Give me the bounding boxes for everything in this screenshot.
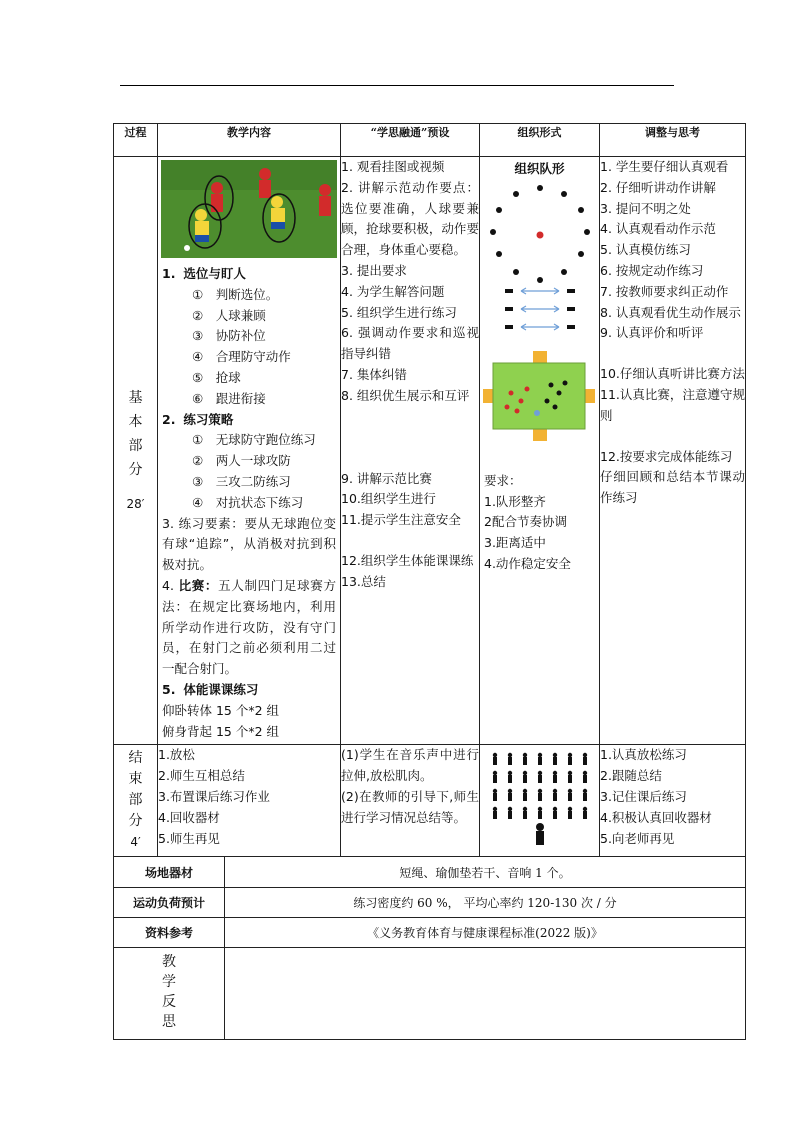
formation-title: 组织队形 [514,161,565,176]
student-figure [522,771,526,775]
basic-organization-cell [480,157,600,745]
student-figure [553,775,557,783]
list-item: 3. 提出要求 [341,262,407,278]
student-figure [552,771,556,775]
reference-row [114,918,746,948]
load-row [114,888,746,918]
four-goal-pitch-diagram [481,351,599,441]
list-item: 12.组织学生体能课课练 [341,552,474,568]
list-item: 3.布置课后练习作业 [158,788,270,804]
reflection-row [114,948,746,1040]
section-2-title: 2. 练习策略 [162,411,234,427]
reflection-label [114,948,225,1040]
stage-char: 结 [128,750,143,767]
student-figure [568,793,572,801]
equipment-row [114,857,746,888]
list-item: 9. 讲解示范比赛 [341,470,432,486]
student-figure [493,757,497,765]
student-figure [538,793,542,801]
list-item: 1.队形整齐 [484,493,546,509]
student-figure [538,811,542,819]
student-figure [523,757,527,765]
student-figure [583,757,587,765]
student-figure [568,811,572,819]
student-figure [568,775,572,783]
list-item: 1.认真放松练习 [600,747,687,763]
student-figure [523,775,527,783]
student-figure [522,789,526,793]
student-figure [583,775,587,783]
header-process: 过程 [114,124,158,157]
student-figure [537,753,541,757]
list-item: (1)学生在音乐声中进行拉伸,放松肌肉。 [341,747,479,784]
pairs-drill-diagram [481,285,599,337]
list-item: 2.跟随总结 [600,768,662,784]
section-3-text: 3. 练习要素：要从无球跑位变有球“追踪”，从消极对抗到积极对抗。 [162,515,336,573]
spacer [600,344,745,364]
student-figure [553,757,557,765]
student-figure [492,807,496,811]
stage-char: 基 [128,389,143,406]
list-item: 3.记住课后练习 [600,788,687,804]
ending-stage-label [114,745,158,857]
list-item: 4.回收器材 [158,809,220,825]
list-item: 2.师生互相总结 [158,768,245,784]
list-item: ④ 对抗状态下练习 [192,494,304,510]
list-item: 11.提示学生注意安全 [341,512,461,528]
list-item: 2. 讲解示范动作要点：选位要准确，人球要兼顾，抢球要积极，动作要合理，身体重心要稳。 [341,179,479,258]
ending-time: 4′ [130,835,141,850]
basic-time: 28′ [126,496,145,511]
stage-char: 分 [128,813,143,830]
row-formation-diagram [481,749,599,849]
stage-char: 部 [128,792,143,809]
student-figure [537,789,541,793]
ending-content-cell [158,745,341,857]
student-figure [507,753,511,757]
student-figure [552,789,556,793]
student-figure [538,757,542,765]
stage-char: 分 [128,461,143,478]
list-item: 2配合节奏协调 [484,514,567,530]
student-figure [567,753,571,757]
ending-part-row [114,745,746,857]
student-figure [552,753,556,757]
basic-adjust-cell [600,157,746,745]
list-item: 6. 按规定动作练习 [600,262,704,278]
table-header-row [114,124,746,157]
student-figure [552,807,556,811]
basic-stage-label [114,157,158,745]
student-figure [507,789,511,793]
ending-organization-cell [480,745,600,857]
student-figure [492,753,496,757]
student-figure [567,789,571,793]
list-item: 8. 认真观看优生动作展示 [600,304,741,320]
student-figure [493,793,497,801]
student-figure [493,811,497,819]
list-item: 12.按要求完成体能练习 [600,448,733,464]
student-figure [567,807,571,811]
reflect-char: 思 [162,1014,176,1030]
student-figure [582,771,586,775]
student-figure [553,811,557,819]
ending-preset-cell [341,745,480,857]
section-4-text: 4. 比赛：五人制四门足球赛方法：在规定比赛场地内，利用所学动作进行攻防，没有守门员，在射门之前必须利用二过一配合射门。 [162,577,336,677]
spacer [341,407,479,469]
list-item: 13.总结 [341,573,386,589]
student-figure [508,757,512,765]
list-item: ② 两人一球攻防 [192,453,291,469]
requirements-label: 要求： [484,472,522,488]
stage-char: 本 [128,413,143,430]
basic-part-row [114,157,746,745]
list-item: 5.师生再见 [158,830,220,846]
list-item: 7. 按教师要求纠正动作 [600,283,729,299]
section-5-title: 5. 体能课课练习 [162,681,259,697]
list-item: 7. 集体纠错 [341,366,407,382]
student-figure [508,775,512,783]
lesson-footer-table [113,856,746,1040]
list-item: ③ 三攻二防练习 [192,473,291,489]
list-item: 11.认真比赛，注意遵守规则 [600,386,745,423]
list-item: ② 人球兼顾 [192,307,266,323]
soccer-photo [161,160,337,258]
basic-preset-cell [341,157,480,745]
load-value: 练习密度约 60 %， 平均心率约 120-130 次 / 分 [225,888,746,918]
reflect-char: 反 [162,994,176,1010]
list-item: 仔细回顾和总结本节课动作练习 [600,469,745,506]
list-item: ③ 协防补位 [192,328,266,344]
list-item: 5.向老师再见 [600,830,675,846]
list-item: 4.动作稳定安全 [484,555,571,571]
list-item: 2. 仔细听讲动作讲解 [600,179,716,195]
section-1-title: 1. 选位与盯人 [162,266,246,281]
list-item: 5. 认真模仿练习 [600,242,691,258]
student-figure [522,753,526,757]
list-item: ① 无球防守跑位练习 [192,432,316,448]
student-figure [507,771,511,775]
basic-content-cell [158,157,341,745]
list-item: 4. 认真观看动作示范 [600,221,716,237]
ending-adjust-cell [600,745,746,857]
student-figure [523,811,527,819]
student-figure [583,811,587,819]
list-item: 1. 学生要仔细认真观看 [600,159,729,174]
student-figure [493,775,497,783]
header-adjust: 调整与思考 [600,124,746,157]
list-item: 9. 认真评价和听评 [600,325,704,341]
list-item: 4.积极认真回收器材 [600,809,712,825]
student-figure [537,807,541,811]
student-figure [582,807,586,811]
list-item: 8. 组织优生展示和互评 [341,387,470,403]
header-preset: “学思融通”预设 [341,124,480,157]
stage-char: 束 [128,771,143,788]
header-content: 教学内容 [158,124,341,157]
list-item: 俯身背起 15 个*2 组 [162,723,280,739]
equipment-value: 短绳、瑜伽垫若干、音响 1 个。 [225,857,746,888]
student-figure [523,793,527,801]
list-item: ⑤ 抢球 [192,369,241,385]
student-figure [582,753,586,757]
reflect-char: 学 [162,974,176,990]
list-item: ④ 合理防守动作 [192,349,291,365]
spacer [600,427,745,447]
list-item: 10.仔细认真听讲比赛方法 [600,366,745,382]
header-organization: 组织形式 [480,124,600,157]
list-item: 10.组织学生进行 [341,491,436,507]
reference-value: 《义务教育体育与健康课程标准(2022 版)》 [225,918,746,948]
list-item: 3. 提问不明之处 [600,200,691,216]
student-figure [583,793,587,801]
list-item: 仰卧转体 15 个*2 组 [162,702,280,718]
student-figure [567,771,571,775]
student-figure [508,811,512,819]
list-item: 4. 为学生解答问题 [341,283,445,299]
stage-char: 部 [128,437,143,454]
student-figure [537,771,541,775]
student-figure [507,807,511,811]
list-item: 5. 组织学生进行练习 [341,304,457,320]
student-figure [492,789,496,793]
header-rule [120,85,674,86]
lesson-plan-table [113,123,746,857]
student-figure [568,757,572,765]
reflect-char: 教 [162,954,176,970]
list-item: ⑥ 跟进衔接 [192,390,266,406]
list-item: 1.放松 [158,747,195,763]
reflection-body [225,948,746,1040]
student-figure [553,793,557,801]
list-item: 1. 观看挂图或视频 [341,159,445,174]
list-item: (2)在教师的引导下,师生进行学习情况总结等。 [341,788,479,825]
student-figure [522,807,526,811]
spacer [341,531,479,551]
list-item: ① 判断选位。 [192,286,279,302]
reference-label: 资料参考 [114,918,225,948]
student-figure [582,789,586,793]
list-item: 3.距离适中 [484,535,546,551]
list-item: 6. 强调动作要求和巡视指导纠错 [341,325,479,362]
student-figure [538,775,542,783]
student-figure [508,793,512,801]
student-figure [492,771,496,775]
equipment-label: 场地器材 [114,857,225,888]
load-label: 运动负荷预计 [114,888,225,918]
